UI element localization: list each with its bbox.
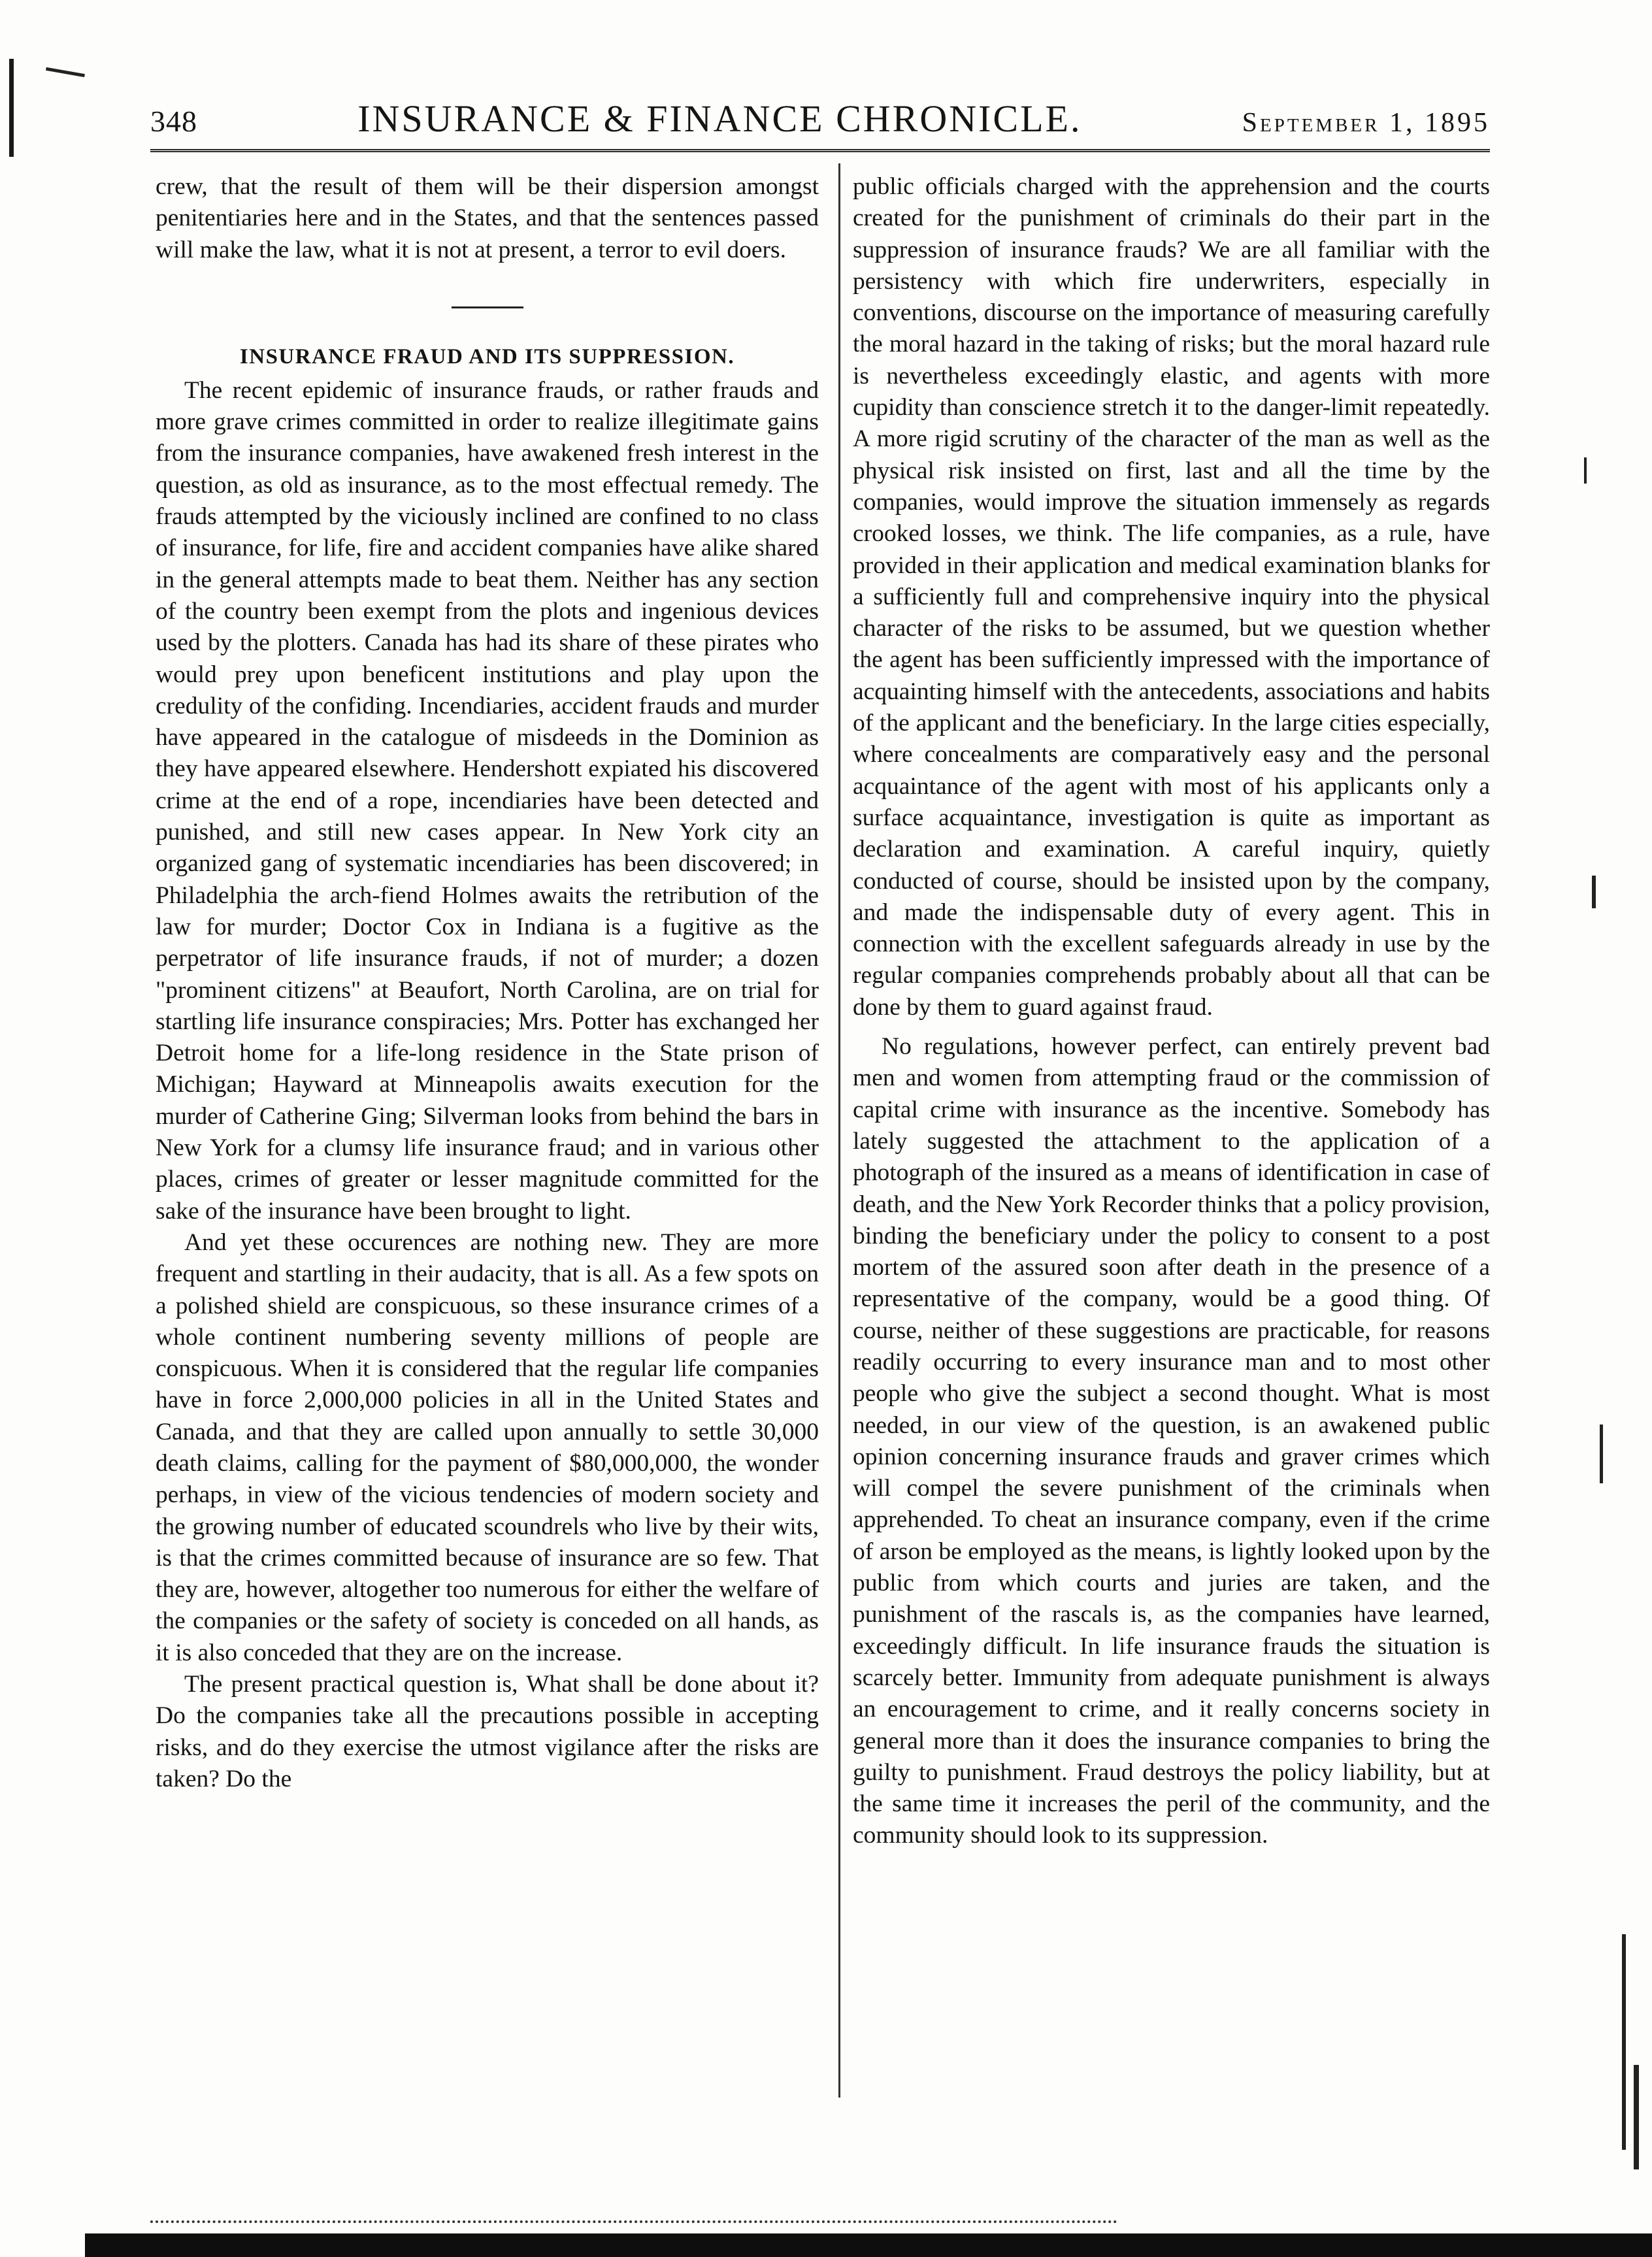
article-heading: INSURANCE FRAUD AND ITS SUPPRESSION. <box>239 344 735 369</box>
left-column <box>156 171 819 1795</box>
header-rule <box>150 149 1490 152</box>
journal-title: INSURANCE & FINANCE CHRONICLE. <box>357 97 1082 140</box>
article-paragraph-5: No regulations, however perfect, can entirely prevent bad men and women from attempting fraud or the commission of capital crime with insurance as the incentive. Somebody has lately suggested the attachment to the application of a photograph of the insured as a means of identification in case of death, and the New York Recorder thinks that a policy provision, binding the beneficiary under the policy to consent to a post mortem of the assured soon after death in the presence of a representative of the company, would be a good thing. Of course, neither of these suggestions are practicable, for reasons readily occurring to every insurance man and to most other people who give the subject a second thought. What is most needed, in our view of the question, is an awakened public opinion concerning insurance frauds and graver crimes which will compel the severe punishment of the criminals when apprehended. To cheat an insurance company, even if the crime of arson be employed as the means, is lightly looked upon by the public from which courts and juries are taken, and the punishment of the rascals is, as the companies have learned, exceedingly difficult. In life insurance frauds the situation is scarcely better. Immunity from adequate punishment is always an encouragement to crime, and it really concerns society in general more than it does the insurance companies to bring the guilty to punishment. Fraud destroys the policy liability, but at the same time it increases the peril of the community, and the community should look to its suppression. <box>853 1033 1490 1849</box>
scan-speck <box>1634 2065 1639 2169</box>
scan-speck <box>1592 876 1596 908</box>
column-divider <box>838 163 840 2098</box>
issue-date: September 1, 1895 <box>1242 108 1490 138</box>
scan-bottom-dots <box>150 2220 1117 2223</box>
article-paragraph-2: And yet these occurences are nothing new. They are more frequent and startling in their audacity, that is all. As a few spots on a polished shield are conspicuous, so these insurance crimes of a whole continent numbering seventy millions of people are conspicuous. When it is considered that the regular life companies have in force 2,000,000 policies in all in the United States and Canada, and that they are called upon annually to settle 30,000 death claims, calling for the payment of $80,000,000, the wonder perhaps, in view of the vicious tendencies of modern society and the growing number of educated scoundrels who live by their wits, is that the crimes committed because of insurance are so few. That they are, however, altogether too numerous for either the welfare of the companies or the safety of society is conceded on all hands, as it is also conceded that they are on the increase. <box>156 1228 819 1666</box>
scan-speck <box>1584 457 1587 484</box>
article-paragraph-4: public officials charged with the apprehension and the courts created for the punishment of criminals do their part in the suppression of insurance frauds? We are all familiar with the persistency with which fire underwriters, especially in conventions, discourse on the importance of measuring carefully the moral hazard in the taking of risks; but the moral hazard rule is nevertheless exceedingly elastic, and agents with more cupidity than conscience stretch it to the danger-limit repeatedly. A more rigid scrutiny of the character of the man as well as the physical risk insisted on first, last and all the time by the companies, would improve the situation immensely as regards crooked losses, we think. The life companies, as a rule, have provided in their application and medical examination blanks for a sufficiently full and comprehensive inquiry into the physical character of the risks to be assumed, but we question whether the agent has been sufficiently impressed with the importance of acquainting himself with the antecedents, associations and habits of the applicant and the beneficiary. In the large cities especially, where concealments are comparatively easy and the personal acquaintance of the agent with most of his applicants only a surface acquaintance, investigation is quite as important as declaration and examination. A careful inquiry, quietly conducted of course, should be insisted upon by the company, and made the indispensable duty of every agent. This in connection with the excellent safeguards already in use by the regular companies comprehends probably about all that can be done by them to guard against fraud. <box>853 173 1490 1021</box>
scan-margin-mark <box>9 59 14 157</box>
scan-bottom-bar <box>85 2233 1652 2257</box>
scan-margin-tick <box>46 67 85 77</box>
intro-paragraph: crew, that the result of them will be their dispersion amongst penitentiaries here and in the States, and that the sentences passed will make the law, what it is not at present, a terror to evil doers. <box>156 173 819 263</box>
scan-speck <box>1622 1934 1626 2150</box>
article-paragraph-3: The present practical question is, What shall be done about it? Do the companies take all the precautions possible in accepting risks, and do they exercise the utmost vigilance after the risks are taken? Do the <box>156 1671 819 1792</box>
article-separator <box>452 306 523 308</box>
page-number: 348 <box>150 105 197 138</box>
page-header <box>150 97 1490 142</box>
scan-speck <box>1600 1425 1603 1483</box>
article-paragraph-1: The recent epidemic of insurance frauds, or rather frauds and more grave crimes committed in order to realize illegitimate gains from the insurance companies, have awakened fresh interest in the question, as old as insurance, as to the most effectual remedy. The frauds attempted by the viciously inclined are confined to no class of insurance, for life, fire and accident companies have alike shared in the general attempts made to beat them. Neither has any section of the country been exempt from the plots and ingenious devices used by the plotters. Canada has had its share of these pirates who would prey upon beneficent institutions and play upon the credulity of the confiding. Incendiaries, accident frauds and murder have appeared in the catalogue of misdeeds in the Dominion as they have appeared elsewhere. Hendershott expiated his discovered crime at the end of a rope, incendiaries have been detected and punished, and still new cases appear. In New York city an organized gang of systematic incendiaries has been discovered; in Philadelphia the arch-fiend Holmes awaits the retribution of the law for murder; Doctor Cox in Indiana is a fugitive as the perpetrator of life insurance frauds, if not of murder; a dozen "prominent citizens" at Beaufort, North Carolina, are on trial for startling life insurance conspiracies; Mrs. Potter has exchanged her Detroit home for a life-long residence in the State prison of Michigan; Hayward at Minneapolis awaits execution for the murder of Catherine Ging; Silverman looks from behind the bars in New York for a clumsy life insurance fraud; and in various other places, crimes of greater or lesser magnitude committed for the sake of the insurance have been brought to light. <box>156 376 819 1225</box>
right-column <box>853 171 1490 1852</box>
